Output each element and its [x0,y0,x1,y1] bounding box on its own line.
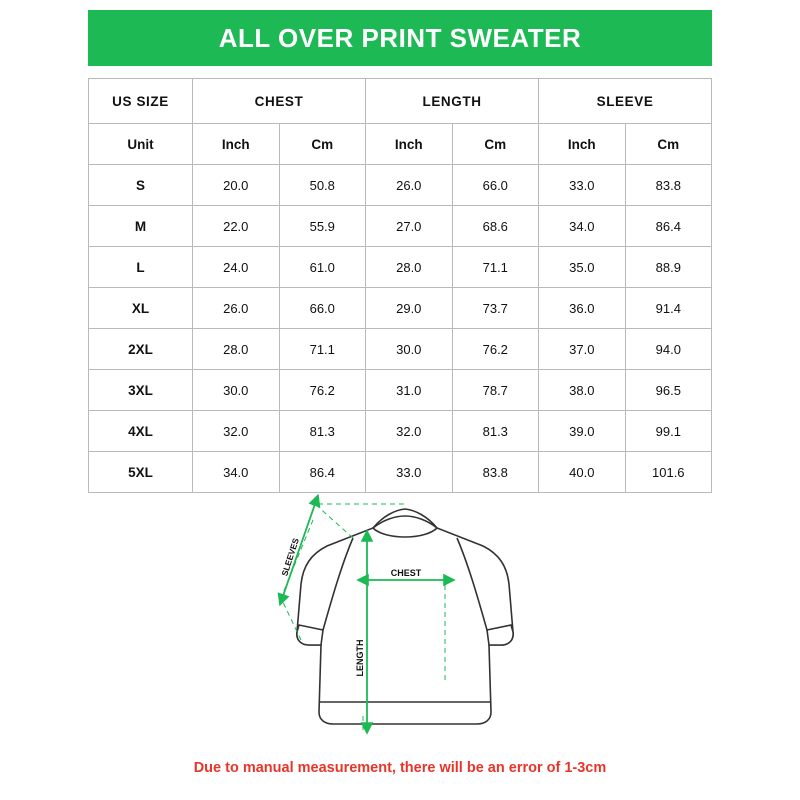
header-length-cm: Cm [452,124,539,165]
header-chest-cm: Cm [279,124,366,165]
table-head [89,79,712,165]
cell-size: 3XL [89,370,193,411]
table-unit-header-row [89,124,712,165]
cell-length-inch: 31.0 [366,370,453,411]
page-title: ALL OVER PRINT SWEATER [218,22,582,53]
cell-length-cm: 68.6 [452,206,539,247]
header-length-inch: Inch [366,124,453,165]
cell-size: M [89,206,193,247]
header-chest: CHEST [193,79,366,124]
size-table [88,78,712,493]
cell-chest-cm: 61.0 [279,247,366,288]
cell-length-cm: 73.7 [452,288,539,329]
cell-sleeve-cm: 91.4 [625,288,712,329]
cell-size: S [89,165,193,206]
table-row [89,247,712,288]
cell-chest-cm: 86.4 [279,452,366,493]
table-row [89,329,712,370]
length-label: LENGTH [355,639,365,677]
cell-length-inch: 26.0 [366,165,453,206]
header-unit: Unit [89,124,193,165]
table-row [89,288,712,329]
cell-length-cm: 78.7 [452,370,539,411]
cell-sleeve-inch: 34.0 [539,206,626,247]
cell-chest-inch: 26.0 [193,288,280,329]
cell-length-inch: 33.0 [366,452,453,493]
sleeves-label: SLEEVES [279,536,301,578]
header-sleeve: SLEEVE [539,79,712,124]
cell-sleeve-inch: 40.0 [539,452,626,493]
cell-chest-inch: 30.0 [193,370,280,411]
table-row [89,411,712,452]
cell-sleeve-cm: 94.0 [625,329,712,370]
cell-sleeve-inch: 33.0 [539,165,626,206]
cell-length-inch: 32.0 [366,411,453,452]
cell-chest-inch: 34.0 [193,452,280,493]
header-us-size: US SIZE [89,79,193,124]
table-row [89,370,712,411]
header-banner [88,10,712,66]
size-table-container [88,78,712,493]
table-row [89,165,712,206]
cell-size: 5XL [89,452,193,493]
table-group-header-row [89,79,712,124]
sweater-outline [297,509,513,724]
cell-sleeve-inch: 35.0 [539,247,626,288]
cell-size: XL [89,288,193,329]
cell-size: 2XL [89,329,193,370]
sweater-diagram-svg [255,480,555,750]
header-length: LENGTH [366,79,539,124]
cell-chest-inch: 20.0 [193,165,280,206]
table-row [89,206,712,247]
cell-sleeve-inch: 36.0 [539,288,626,329]
header-sleeve-cm: Cm [625,124,712,165]
measurement-disclaimer: Due to manual measurement, there will be an error of 1-3cm [193,760,607,776]
cell-size: 4XL [89,411,193,452]
cell-length-cm: 76.2 [452,329,539,370]
cell-length-cm: 71.1 [452,247,539,288]
cell-size: L [89,247,193,288]
table-body [89,165,712,493]
cell-length-inch: 30.0 [366,329,453,370]
cell-chest-cm: 66.0 [279,288,366,329]
cell-chest-cm: 50.8 [279,165,366,206]
header-chest-inch: Inch [193,124,280,165]
cell-length-cm: 66.0 [452,165,539,206]
cell-sleeve-cm: 101.6 [625,452,712,493]
cell-length-inch: 28.0 [366,247,453,288]
cell-sleeve-cm: 99.1 [625,411,712,452]
cell-chest-cm: 55.9 [279,206,366,247]
cell-sleeve-inch: 37.0 [539,329,626,370]
cell-sleeve-cm: 83.8 [625,165,712,206]
chest-label: CHEST [390,568,422,578]
cell-chest-cm: 81.3 [279,411,366,452]
header-sleeve-inch: Inch [539,124,626,165]
cell-length-cm: 81.3 [452,411,539,452]
cell-sleeve-cm: 96.5 [625,370,712,411]
cell-chest-inch: 24.0 [193,247,280,288]
cell-sleeve-cm: 88.9 [625,247,712,288]
cell-length-cm: 83.8 [452,452,539,493]
cell-chest-cm: 71.1 [279,329,366,370]
sweater-illustration [255,480,555,750]
cell-length-inch: 27.0 [366,206,453,247]
cell-chest-cm: 76.2 [279,370,366,411]
cell-sleeve-cm: 86.4 [625,206,712,247]
cell-chest-inch: 22.0 [193,206,280,247]
cell-sleeve-inch: 38.0 [539,370,626,411]
cell-chest-inch: 32.0 [193,411,280,452]
cell-length-inch: 29.0 [366,288,453,329]
cell-chest-inch: 28.0 [193,329,280,370]
cell-sleeve-inch: 39.0 [539,411,626,452]
